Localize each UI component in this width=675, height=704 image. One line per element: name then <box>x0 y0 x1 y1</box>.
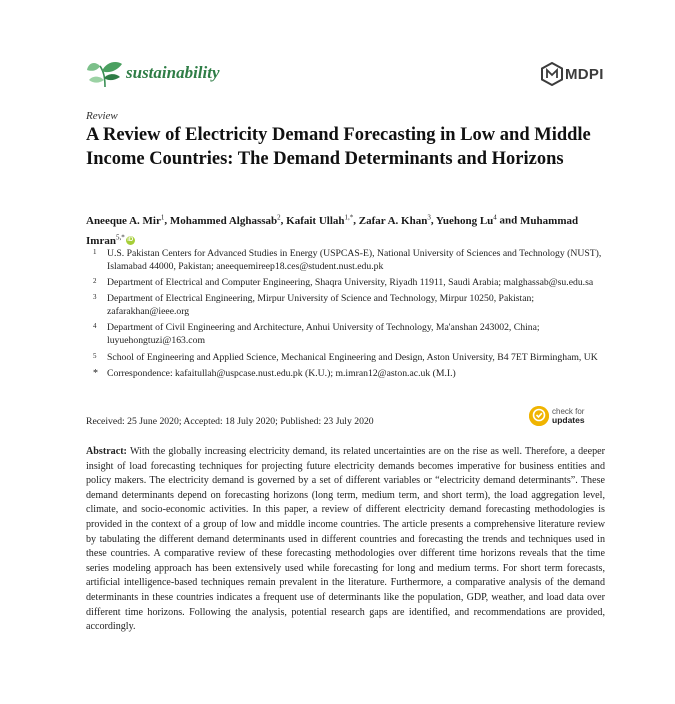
orcid-icon[interactable]: iD <box>127 237 134 244</box>
author[interactable]: Yuehong Lu$^4$ <box>435 213 497 227</box>
journal-logo[interactable] <box>86 58 220 88</box>
abstract-text: With the globally increasing electricity demand, its related uncertainties are on the rise as well. Therefore, a deeper insight of load forecasting techniques for projecting future electricity demands becomes imperative for business entities and policy makers. The electricity demand is governed by a set of different variables or “electricity demand determinants”. These demand determinants depend on forecasting horizons (long term, medium term, and short term), the load aggregation level, climate, and socio-economic activities. In this paper, a review of different electricity demand forecasting methodologies is provided in the context of a group of low and middle income countries. The article presents a comprehensive literature review by tabulating the different demand determinants used in different countries and forecasting the trends and techniques used in these countries. A comparative review of these forecasting methodologies over different time horizons reveals that the time series modeling approach has been extensively used while forecasting for long and medium terms. For short term forecasts, artificial intelligence-based techniques remain prevalent in the literature. Furthermore, a comparative analysis of the demand determinants in these countries indicates a frequent use of determinants like the population, GDP, weather, and load data over different time horizons. Following the analysis, potential research gaps are identified, and recommendations are provided, accordingly. <box>86 446 606 633</box>
publisher-logo[interactable] <box>541 62 604 86</box>
article-type: Review <box>86 110 118 122</box>
affiliation: 5 School of Engineering and Applied Science, Mechanical Engineering and Design, Aston University, B4 7ET Birmingham, UK <box>93 351 598 363</box>
author[interactable]: Muhammad Imran$^{5,*}$ <box>86 214 579 248</box>
check-for-updates-button[interactable] <box>529 406 585 426</box>
affiliation: 2 Department of Electrical and Computer Engineering, Shaqra University, Riyadh 11911, Saudi Arabia; malghassab@su.edu.sa <box>93 277 594 289</box>
author[interactable]: Kafait Ullah$^{1,*}$ <box>286 213 354 227</box>
affiliation: 4 Department of Civil Engineering and Architecture, Anhui University of Technology, Ma'anshan 243002, China; luyuehongtuzi@163.com <box>93 322 540 347</box>
leaf-icon <box>86 58 124 88</box>
journal-name: sustainability <box>126 63 220 82</box>
author[interactable]: Aneeque A. Mir$^1$ <box>86 213 165 227</box>
author[interactable]: Zafar A. Khan$^3$ <box>358 213 431 227</box>
check-updates-icon <box>529 406 549 426</box>
publication-dates: Received: 25 June 2020; Accepted: 18 July 2020; Published: 23 July 2020 <box>86 416 374 427</box>
author[interactable]: Mohammed Alghassab$^2$ <box>169 213 281 227</box>
author-list: Aneeque A. Mir$^1$, Mohammed Alghassab$^2$, Kafait Ullah$^{1,*}$, Zafar A. Khan$^3$, Yuehong Lu$^4$ and Muhammad Imran$^{5,*}$ iD <box>86 213 579 248</box>
publisher-name: MDPI <box>565 65 604 83</box>
abstract-label: Abstract: <box>86 446 127 457</box>
affiliation: 1 U.S. Pakistan Centers for Advanced Studies in Energy (USPCAS-E), National University of Sciences and Technology (NUST), Islamabad 44000, Pakistan; aneequemireep18.ces@student.nust.edu.pk <box>93 248 602 272</box>
mdpi-logo-icon <box>541 62 563 86</box>
check-updates-line2: updates <box>552 415 585 425</box>
affiliations <box>93 248 605 384</box>
correspondence: * Correspondence: kafaitullah@uspcase.nust.edu.pk (K.U.); m.imran12@aston.ac.uk (M.I.) <box>93 367 456 379</box>
affiliation: 3 Department of Electrical Engineering, Mirpur University of Science and Technology, Mirpur 10250, Pakistan; zafarakhan@ieee.org <box>93 293 535 318</box>
check-updates-line1: check for <box>552 407 585 416</box>
abstract <box>86 445 605 635</box>
paper-title: A Review of Electricity Demand Forecasting in Low and Middle Income Countries: The Demand Determinants and Horizons <box>86 125 591 169</box>
